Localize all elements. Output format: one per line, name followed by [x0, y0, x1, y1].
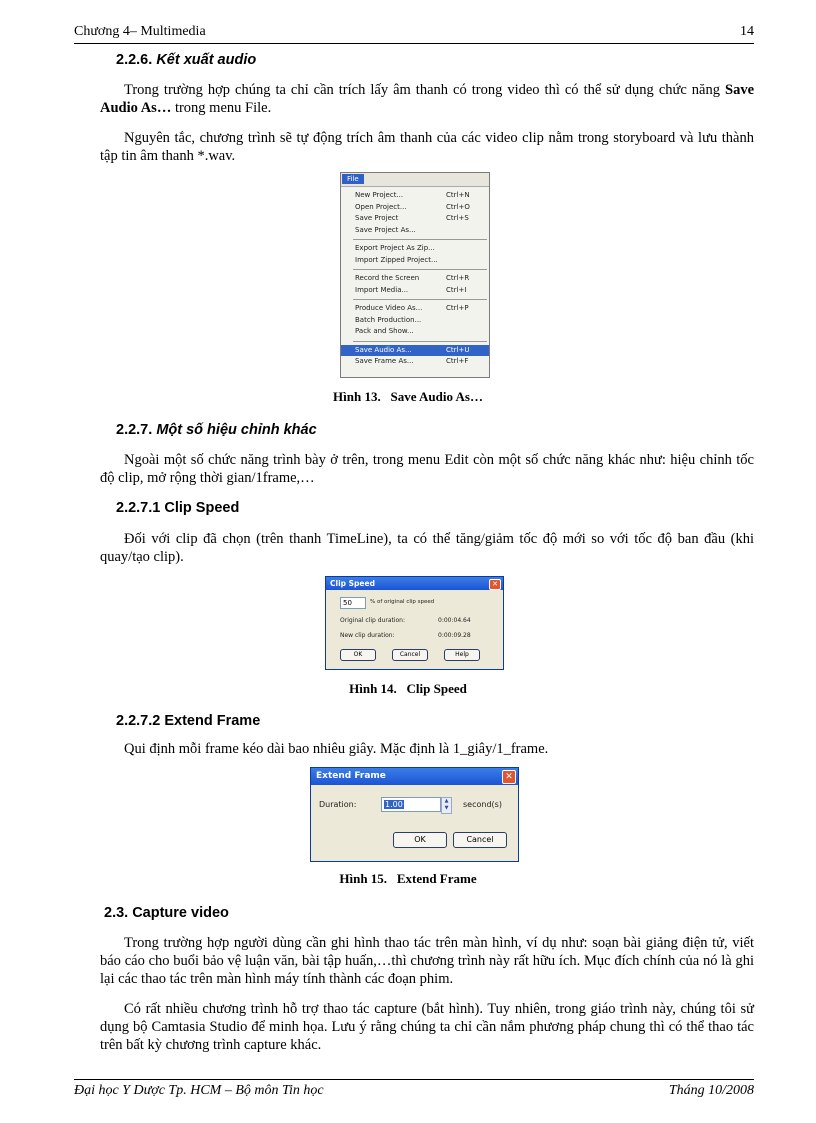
menu-separator: [353, 341, 487, 342]
menu-item-save-audio-as[interactable]: Save Audio As... Ctrl+U: [341, 345, 489, 357]
paragraph-clip-speed: Đối với clip đã chọn (trên thanh TimeLine), ta có thể tăng/giảm tốc độ mới so với tốc độ ban đầu (khi quay/tạo clip).: [100, 531, 754, 565]
clip-speed-dialog: [325, 576, 504, 670]
clip-speed-dialog-title: Clip Speed: [330, 579, 375, 588]
page-number: 14: [740, 24, 754, 39]
duration-label: Duration:: [319, 800, 357, 809]
footer-rule: [74, 1079, 754, 1080]
menu-separator: [353, 239, 487, 240]
close-icon[interactable]: ✕: [502, 770, 516, 784]
menu-separator: [353, 299, 487, 300]
menu-item-batch-production[interactable]: Batch Production...: [355, 315, 422, 324]
section-heading-clip-speed: 2.2.7.1 Clip Speed: [116, 500, 240, 516]
help-button[interactable]: Help: [444, 649, 480, 661]
extend-frame-dialog: [310, 767, 519, 862]
menu-separator: [353, 269, 487, 270]
menu-item-open-project[interactable]: Open Project... Ctrl+O: [355, 202, 470, 211]
section-heading-capture-video: 2.3. Capture video: [104, 905, 229, 921]
footer-institution: Đại học Y Dược Tp. HCM – Bộ môn Tin học: [74, 1083, 324, 1098]
chapter-title: Chương 4– Multimedia: [74, 24, 206, 39]
paragraph-save-audio: Trong trường hợp chúng ta chỉ cần trích lấy âm thanh có trong video thì có thể sử dụng chức năng Save Audio As… trong menu File.: [100, 82, 754, 116]
menu-item-import-zipped[interactable]: Import Zipped Project...: [355, 255, 438, 264]
menu-item-record-screen[interactable]: Record the Screen Ctrl+R: [355, 274, 470, 282]
new-duration-value: 0:00:09.28: [438, 632, 471, 639]
header-rule: [74, 43, 754, 44]
cancel-button[interactable]: Cancel: [453, 832, 507, 848]
ok-button[interactable]: OK: [340, 649, 376, 661]
original-duration-label: Original clip duration:: [340, 617, 406, 624]
menu-item-save-frame-as[interactable]: Save Frame As... Ctrl+F: [355, 357, 469, 365]
duration-unit: second(s): [463, 800, 502, 809]
paragraph-extract-principle: Nguyên tắc, chương trình sẽ tự động trích âm thanh của các video clip nằm trong storyboard và lưu thành tập tin âm thanh *.wav.: [100, 130, 754, 164]
figure-14-caption: Hình 14. Clip Speed: [349, 681, 467, 696]
file-menu-title[interactable]: File: [342, 174, 364, 184]
paragraph-capture-programs: Có rất nhiều chương trình hỗ trợ thao tác capture (bắt hình). Tuy nhiên, trong giáo trình này, chúng tôi sử dụng bộ Camtasia Studio để minh họa. Lưu ý rằng chúng ta chỉ cần nắm phương pháp chung thì có thể thao tác trên bất kỳ chương trình capture khác.: [100, 1001, 754, 1053]
menu-item-pack-and-show[interactable]: Pack and Show...: [355, 327, 414, 335]
new-duration-label: New clip duration:: [340, 632, 395, 639]
menu-item-import-media[interactable]: Import Media... Ctrl+I: [355, 285, 467, 294]
menu-item-new-project[interactable]: New Project... Ctrl+N: [355, 191, 470, 199]
paragraph-other-edits: Ngoài một số chức năng trình bày ở trên, trong menu Edit còn một số chức năng khác như: hiệu chỉnh tốc độ clip, mở rộng thời gian/1frame,…: [100, 452, 754, 486]
section-heading-2-2-7: 2.2.7. Một số hiệu chỉnh khác: [116, 422, 317, 438]
file-menu-screenshot: [340, 172, 490, 378]
menu-item-produce-video[interactable]: Produce Video As... Ctrl+P: [355, 304, 469, 312]
duration-input[interactable]: 1.00: [381, 797, 441, 812]
figure-15-caption: Hình 15. Extend Frame: [339, 871, 477, 886]
clip-speed-percent-input[interactable]: 50: [340, 597, 366, 609]
original-duration-value: 0:00:04.64: [438, 617, 471, 624]
extend-frame-dialog-title: Extend Frame: [316, 771, 386, 781]
duration-spinner[interactable]: ▲ ▼: [441, 797, 452, 814]
page-header: [74, 24, 754, 40]
ok-button[interactable]: OK: [393, 832, 447, 848]
section-heading-2-2-6: 2.2.6. Kết xuất audio: [116, 52, 257, 68]
paragraph-extend-frame: Qui định mỗi frame kéo dài bao nhiêu giây. Mặc định là 1_giây/1_frame.: [124, 741, 549, 757]
cancel-button[interactable]: Cancel: [392, 649, 428, 661]
clip-speed-percent-label: % of original clip speed: [370, 599, 435, 605]
paragraph-capture-intro: Trong trường hợp người dùng cần ghi hình thao tác trên màn hình, ví dụ như: soạn bài giảng điện tử, viết báo cáo cho buổi bảo vệ luận văn, bài tập huấn,…thì chương trình này rất hữu ích. Mục đích chính của nó là ghi lại các thao tác trên màn hình máy tính thành các đoạn phim.: [100, 935, 754, 987]
page-footer: [74, 1083, 754, 1099]
menu-item-export-zip[interactable]: Export Project As Zip...: [355, 244, 435, 252]
menu-item-save-project[interactable]: Save Project Ctrl+S: [355, 214, 469, 222]
footer-date: Tháng 10/2008: [668, 1083, 754, 1098]
figure-13-caption: Hình 13. Save Audio As…: [333, 389, 483, 404]
close-icon[interactable]: ✕: [489, 579, 501, 590]
section-heading-extend-frame: 2.2.7.2 Extend Frame: [116, 713, 261, 729]
menu-item-save-project-as[interactable]: Save Project As...: [355, 225, 416, 234]
